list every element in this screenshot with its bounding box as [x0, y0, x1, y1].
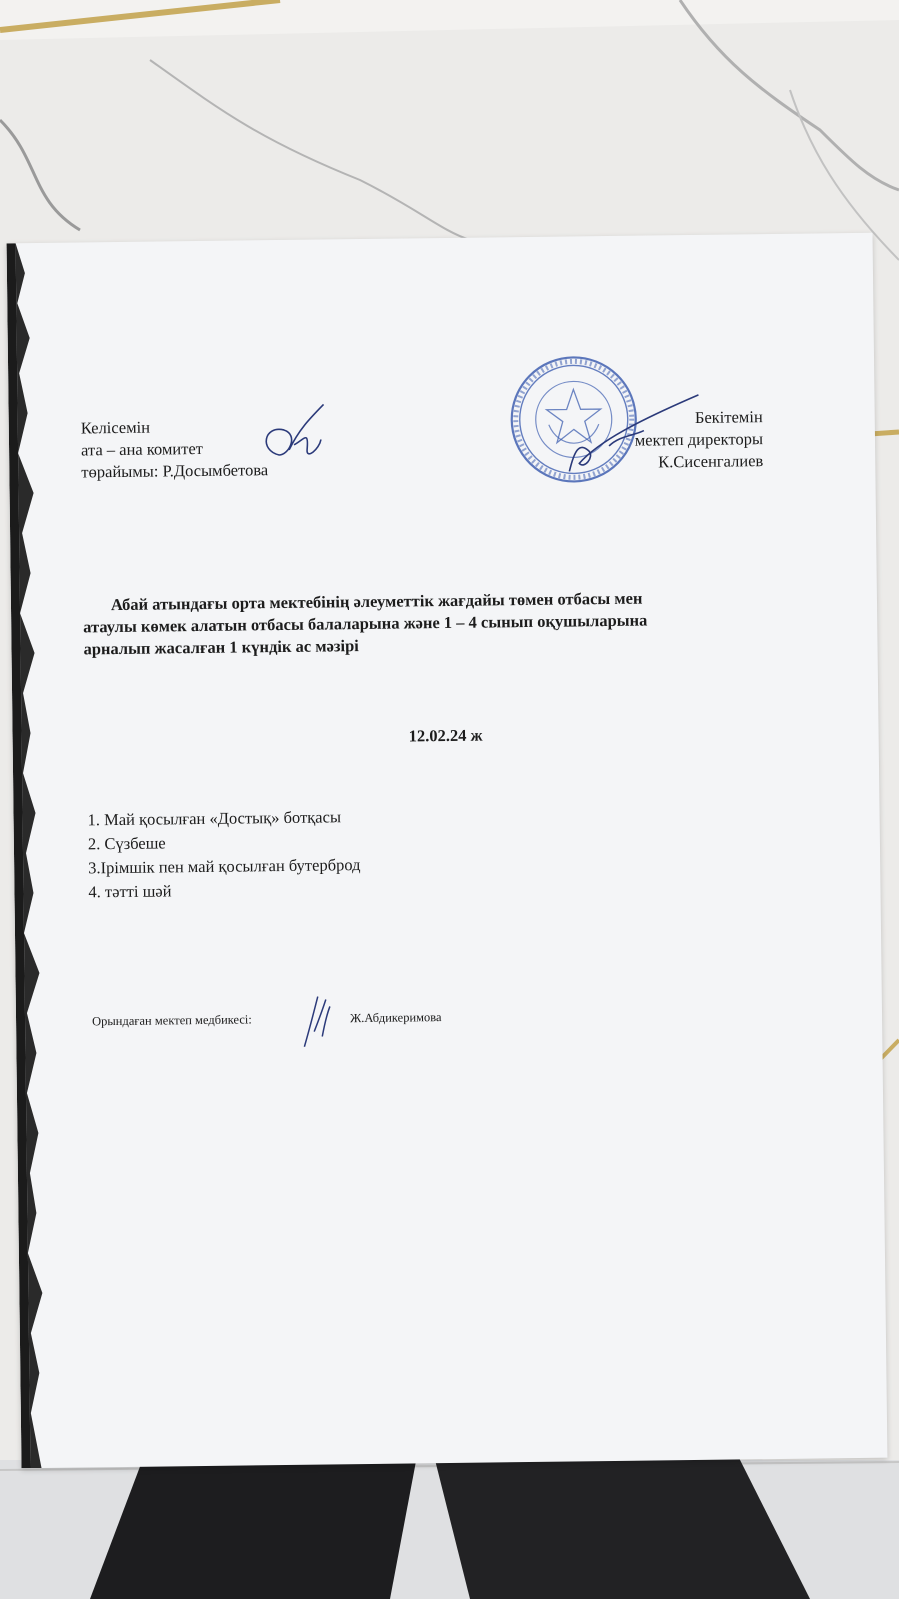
- agree-label: Келісемін: [80, 417, 151, 438]
- nurse-label: Орындаған мектеп медбикесі:: [91, 1012, 252, 1029]
- menu-list: [87, 805, 360, 904]
- title-line-3: арналып жасалған 1 күндік ас мәзірі: [83, 636, 359, 659]
- document-title: [83, 586, 784, 661]
- menu-item: 3.Ірімшік пен май қосылған бутерброд: [88, 855, 361, 878]
- director-name: К.Сисенгалиев: [658, 451, 764, 472]
- approve-label: Бекітемін: [694, 407, 763, 427]
- director-label: мектеп директоры: [634, 429, 764, 450]
- committee-chair: төрайымы: Р.Досымбетова: [81, 460, 269, 482]
- title-line-2: атаулы көмек алатын отбасы балаларына және 1 – 4 сынып оқушыларына: [83, 610, 648, 637]
- approval-parent-committee: [81, 415, 269, 483]
- nurse-signature-icon: [296, 991, 337, 1051]
- chair-signature-icon: [248, 399, 339, 470]
- menu-document: [7, 233, 888, 1468]
- approval-director: [634, 406, 763, 474]
- nurse-name: Ж.Абдикеримова: [349, 1010, 442, 1026]
- menu-item: 1. Май қосылған «Достық» ботқасы: [87, 807, 342, 830]
- title-line-1: Абай атындағы орта мектебінің әлеуметтік жағдайы төмен отбасы мен: [110, 588, 643, 615]
- menu-item: 4. тәтті шәй: [88, 881, 172, 902]
- committee-label: ата – ана комитет: [80, 438, 204, 460]
- menu-item: 2. Сүзбеше: [87, 833, 166, 854]
- menu-date: 12.02.24 ж: [408, 725, 483, 746]
